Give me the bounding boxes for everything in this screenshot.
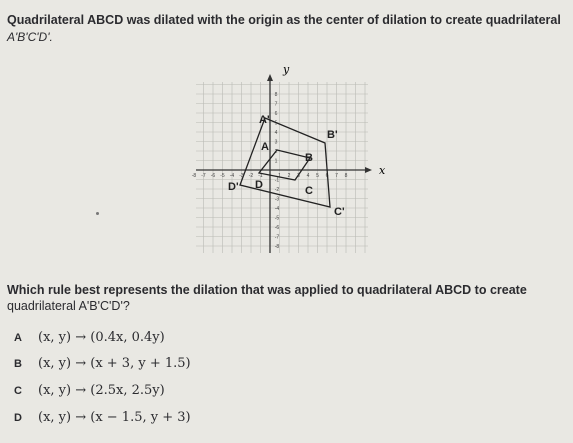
x-tick-label: -6 <box>210 173 216 179</box>
y-tick-label: -5 <box>274 215 280 222</box>
option-letter: D <box>14 412 22 424</box>
x-tick-label: 5 <box>316 173 319 179</box>
x-tick-label: 2 <box>287 173 291 179</box>
x-axis-arrow <box>365 167 372 173</box>
y-axis-arrow <box>267 74 273 81</box>
x-tick-label: -5 <box>220 173 225 179</box>
option-letter: A <box>14 332 22 344</box>
x-tick-label: -7 <box>201 173 206 179</box>
y-tick-label: -4 <box>274 206 280 212</box>
option-text: (x, y) → (0.4x, 0.4y) <box>38 330 165 345</box>
x-tick-label: 6 <box>325 173 329 179</box>
grid-lines <box>196 82 368 253</box>
option-text: (x, y) → (2.5x, 2.5y) <box>38 383 165 398</box>
y-tick-label: -1 <box>274 177 280 184</box>
option-text: (x, y) → (x − 1.5, y + 3) <box>38 410 191 425</box>
y-tick-label: 6 <box>274 111 278 117</box>
x-tick-label: -3 <box>239 173 244 179</box>
option-d[interactable] <box>14 410 191 425</box>
option-letter: C <box>14 385 22 397</box>
y-tick-label: -2 <box>274 187 280 193</box>
point-label-a: A <box>261 141 269 153</box>
y-tick-label: 1 <box>274 158 278 165</box>
x-tick-label: -1 <box>258 173 263 179</box>
y-tick-label: -8 <box>274 244 280 250</box>
point-label-d: D <box>255 179 263 191</box>
option-letter: B <box>14 358 22 370</box>
x-tick-label: 4 <box>306 173 310 179</box>
option-text: (x, y) → (x + 3, y + 1.5) <box>38 356 191 371</box>
point-label-d-prime: D' <box>228 181 239 193</box>
point-label-c: C <box>305 185 313 197</box>
y-tick-label: 2 <box>274 149 278 155</box>
x-tick-label: 3 <box>297 173 300 179</box>
y-tick-label: -3 <box>274 196 280 203</box>
question-prompt-line1: Which rule best represents the dilation that was applied to quadrilateral ABCD to create <box>7 283 527 297</box>
y-tick-label: 7 <box>274 101 278 108</box>
x-tick-label: -4 <box>229 173 235 179</box>
quad-abcd <box>259 150 310 180</box>
y-tick-label: 4 <box>274 130 278 136</box>
point-label-a-prime: A' <box>259 114 270 126</box>
question-label: A'B'C'D'. <box>7 30 53 44</box>
y-axis-label: y <box>283 63 290 76</box>
point-label-c-prime: C' <box>334 206 345 218</box>
point-label-b-prime: B' <box>327 129 338 141</box>
quad-abcd-prime <box>240 118 330 207</box>
question-prompt-line2: quadrilateral A'B'C'D'? <box>7 299 130 313</box>
option-a[interactable] <box>14 330 165 345</box>
y-tick-label: 3 <box>274 139 278 146</box>
x-tick-label: -8 <box>191 173 197 179</box>
x-tick-label: 8 <box>344 173 348 179</box>
point-label-b: B <box>305 152 313 164</box>
x-tick-label: 7 <box>335 173 338 179</box>
y-tick-label: -6 <box>274 225 280 231</box>
x-axis-label: x <box>379 164 386 177</box>
question-text: Quadrilateral ABCD was dilated with the origin as the center of dilation to create quadrilateral <box>7 13 561 27</box>
option-c[interactable] <box>14 383 165 398</box>
x-tick-label: -2 <box>248 173 254 179</box>
y-tick-label: -7 <box>274 234 280 241</box>
x-tick-label: 1 <box>278 173 281 179</box>
option-b[interactable] <box>14 356 191 371</box>
y-tick-label: 5 <box>274 120 278 127</box>
y-tick-label: 8 <box>274 92 278 98</box>
